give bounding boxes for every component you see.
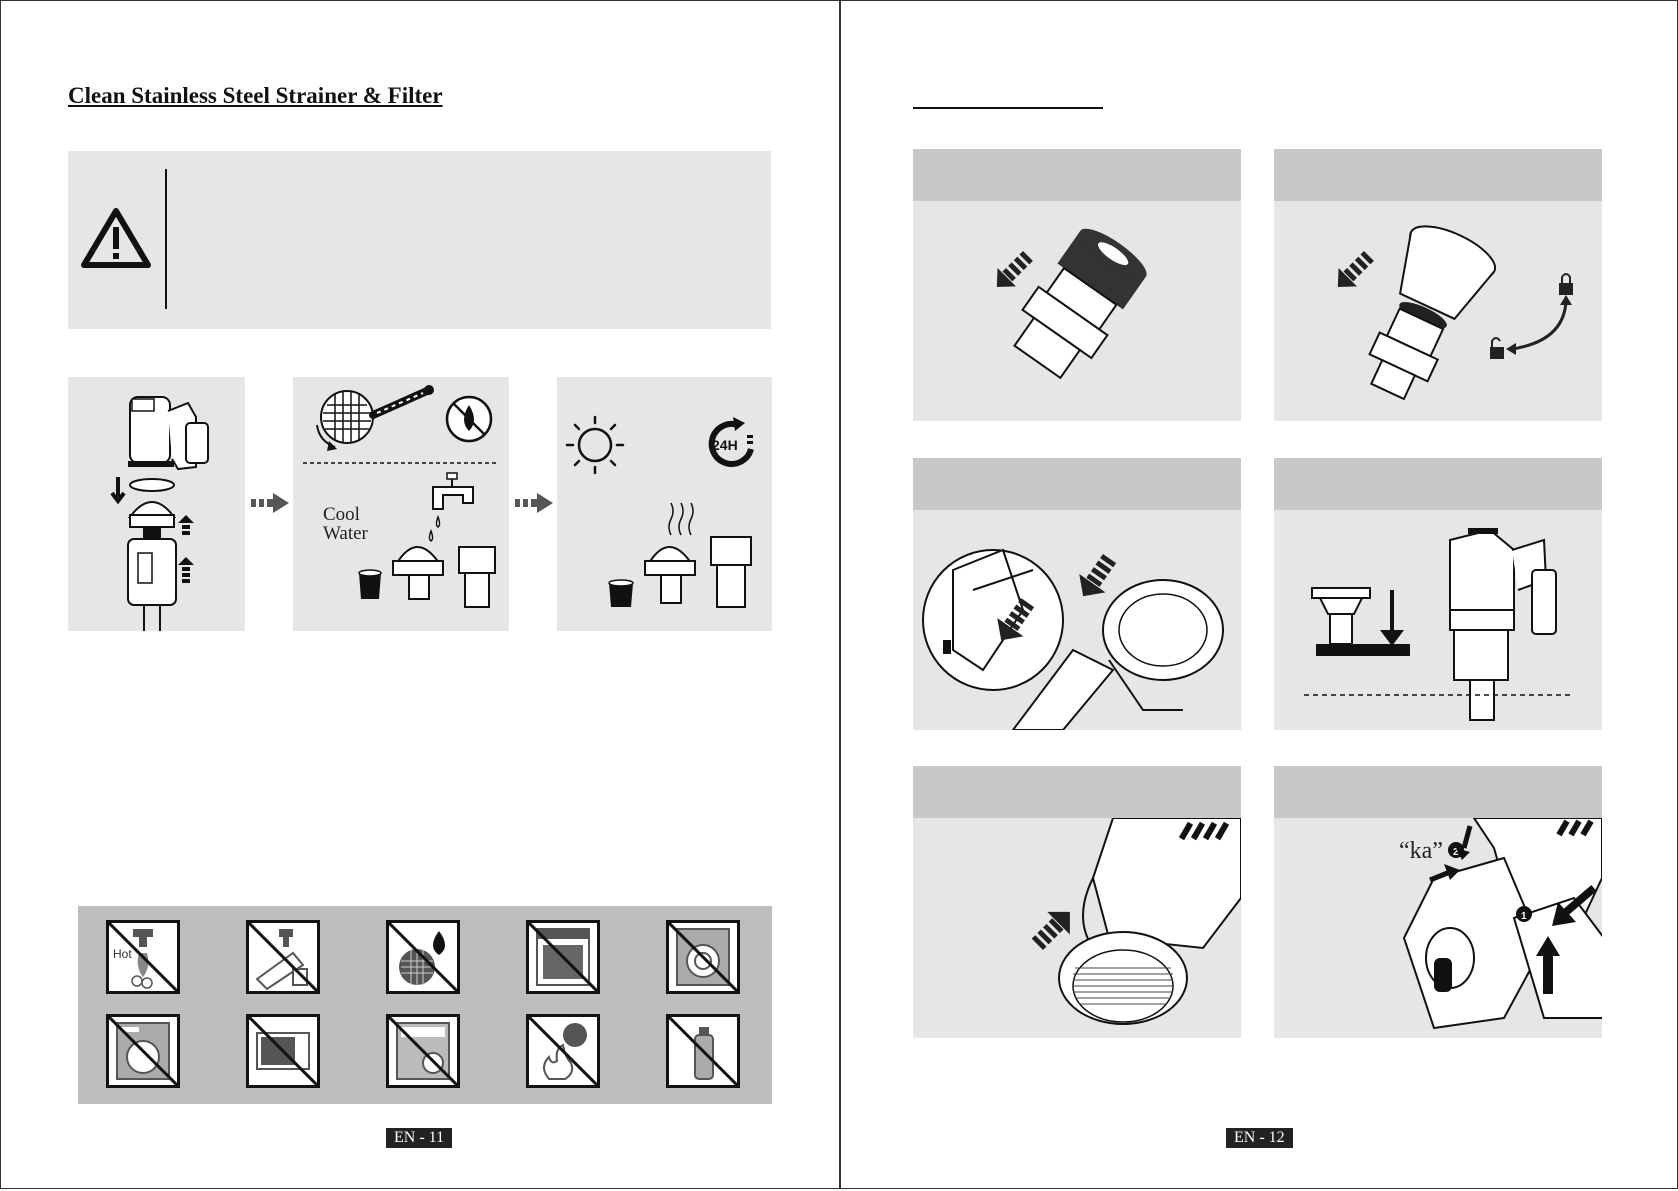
step-card-unlock-strainer xyxy=(1274,149,1602,421)
remove-dust-cup-icon xyxy=(68,377,245,631)
step-card-header xyxy=(913,458,1241,510)
step-card-header xyxy=(1274,766,1602,818)
no-dishwasher-icon xyxy=(386,1014,460,1088)
no-dryer-icon xyxy=(666,920,740,994)
insert-filter-icon xyxy=(913,818,1241,1038)
sun-icon xyxy=(567,417,623,473)
step-card-click-into-place xyxy=(1274,766,1602,1038)
no-washing-machine-icon xyxy=(106,1014,180,1088)
prohibited-methods-panel xyxy=(78,906,772,1104)
svg-text:2: 2 xyxy=(1453,847,1459,858)
next-step-arrow-icon xyxy=(515,491,555,520)
remove-filter-icon xyxy=(913,201,1241,421)
warning-box xyxy=(68,151,771,329)
click-sound-label: “ka” xyxy=(1399,838,1443,864)
next-step-arrow-icon xyxy=(251,491,291,520)
page-number: EN - 12 xyxy=(1226,1128,1293,1148)
no-hot-water-icon xyxy=(106,920,180,994)
warning-divider xyxy=(165,169,167,309)
step-card-insert-filter xyxy=(913,766,1241,1038)
warning-triangle-icon xyxy=(80,207,152,274)
no-wet-filter-icon xyxy=(386,920,460,994)
step-card-align-cup xyxy=(1274,458,1602,730)
unlock-strainer-icon xyxy=(1274,201,1602,421)
step-remove-dust-cup xyxy=(68,377,245,631)
step-card-release-cup xyxy=(913,458,1241,730)
no-faucet-washing-body-icon xyxy=(246,920,320,994)
heading-underline xyxy=(913,107,1103,109)
24h-badge: 24H xyxy=(712,437,738,453)
no-spray-icon xyxy=(666,1014,740,1088)
step-card-remove-filter xyxy=(913,149,1241,421)
page-number: EN - 11 xyxy=(386,1128,452,1148)
step-rinse xyxy=(293,377,509,631)
svg-text:1: 1 xyxy=(1521,911,1527,922)
right-page xyxy=(840,0,1678,1189)
step-card-header xyxy=(913,149,1241,201)
lock-icon xyxy=(1559,274,1573,295)
cool-water-label: Cool Water xyxy=(323,504,368,544)
air-dry-icon xyxy=(557,377,772,631)
release-dust-cup-icon xyxy=(913,510,1241,730)
no-fire-icon xyxy=(526,1014,600,1088)
step-card-header xyxy=(1274,149,1602,201)
hot-label: Hot xyxy=(113,947,132,961)
no-microwave-icon xyxy=(246,1014,320,1088)
step-air-dry xyxy=(557,377,772,631)
no-oven-icon xyxy=(526,920,600,994)
unlock-icon xyxy=(1490,338,1504,359)
step-card-header xyxy=(913,766,1241,818)
page-title: Clean Stainless Steel Strainer & Filter xyxy=(68,83,443,108)
align-cup-icon xyxy=(1274,510,1602,730)
left-page xyxy=(0,0,840,1189)
step-card-header xyxy=(1274,458,1602,510)
